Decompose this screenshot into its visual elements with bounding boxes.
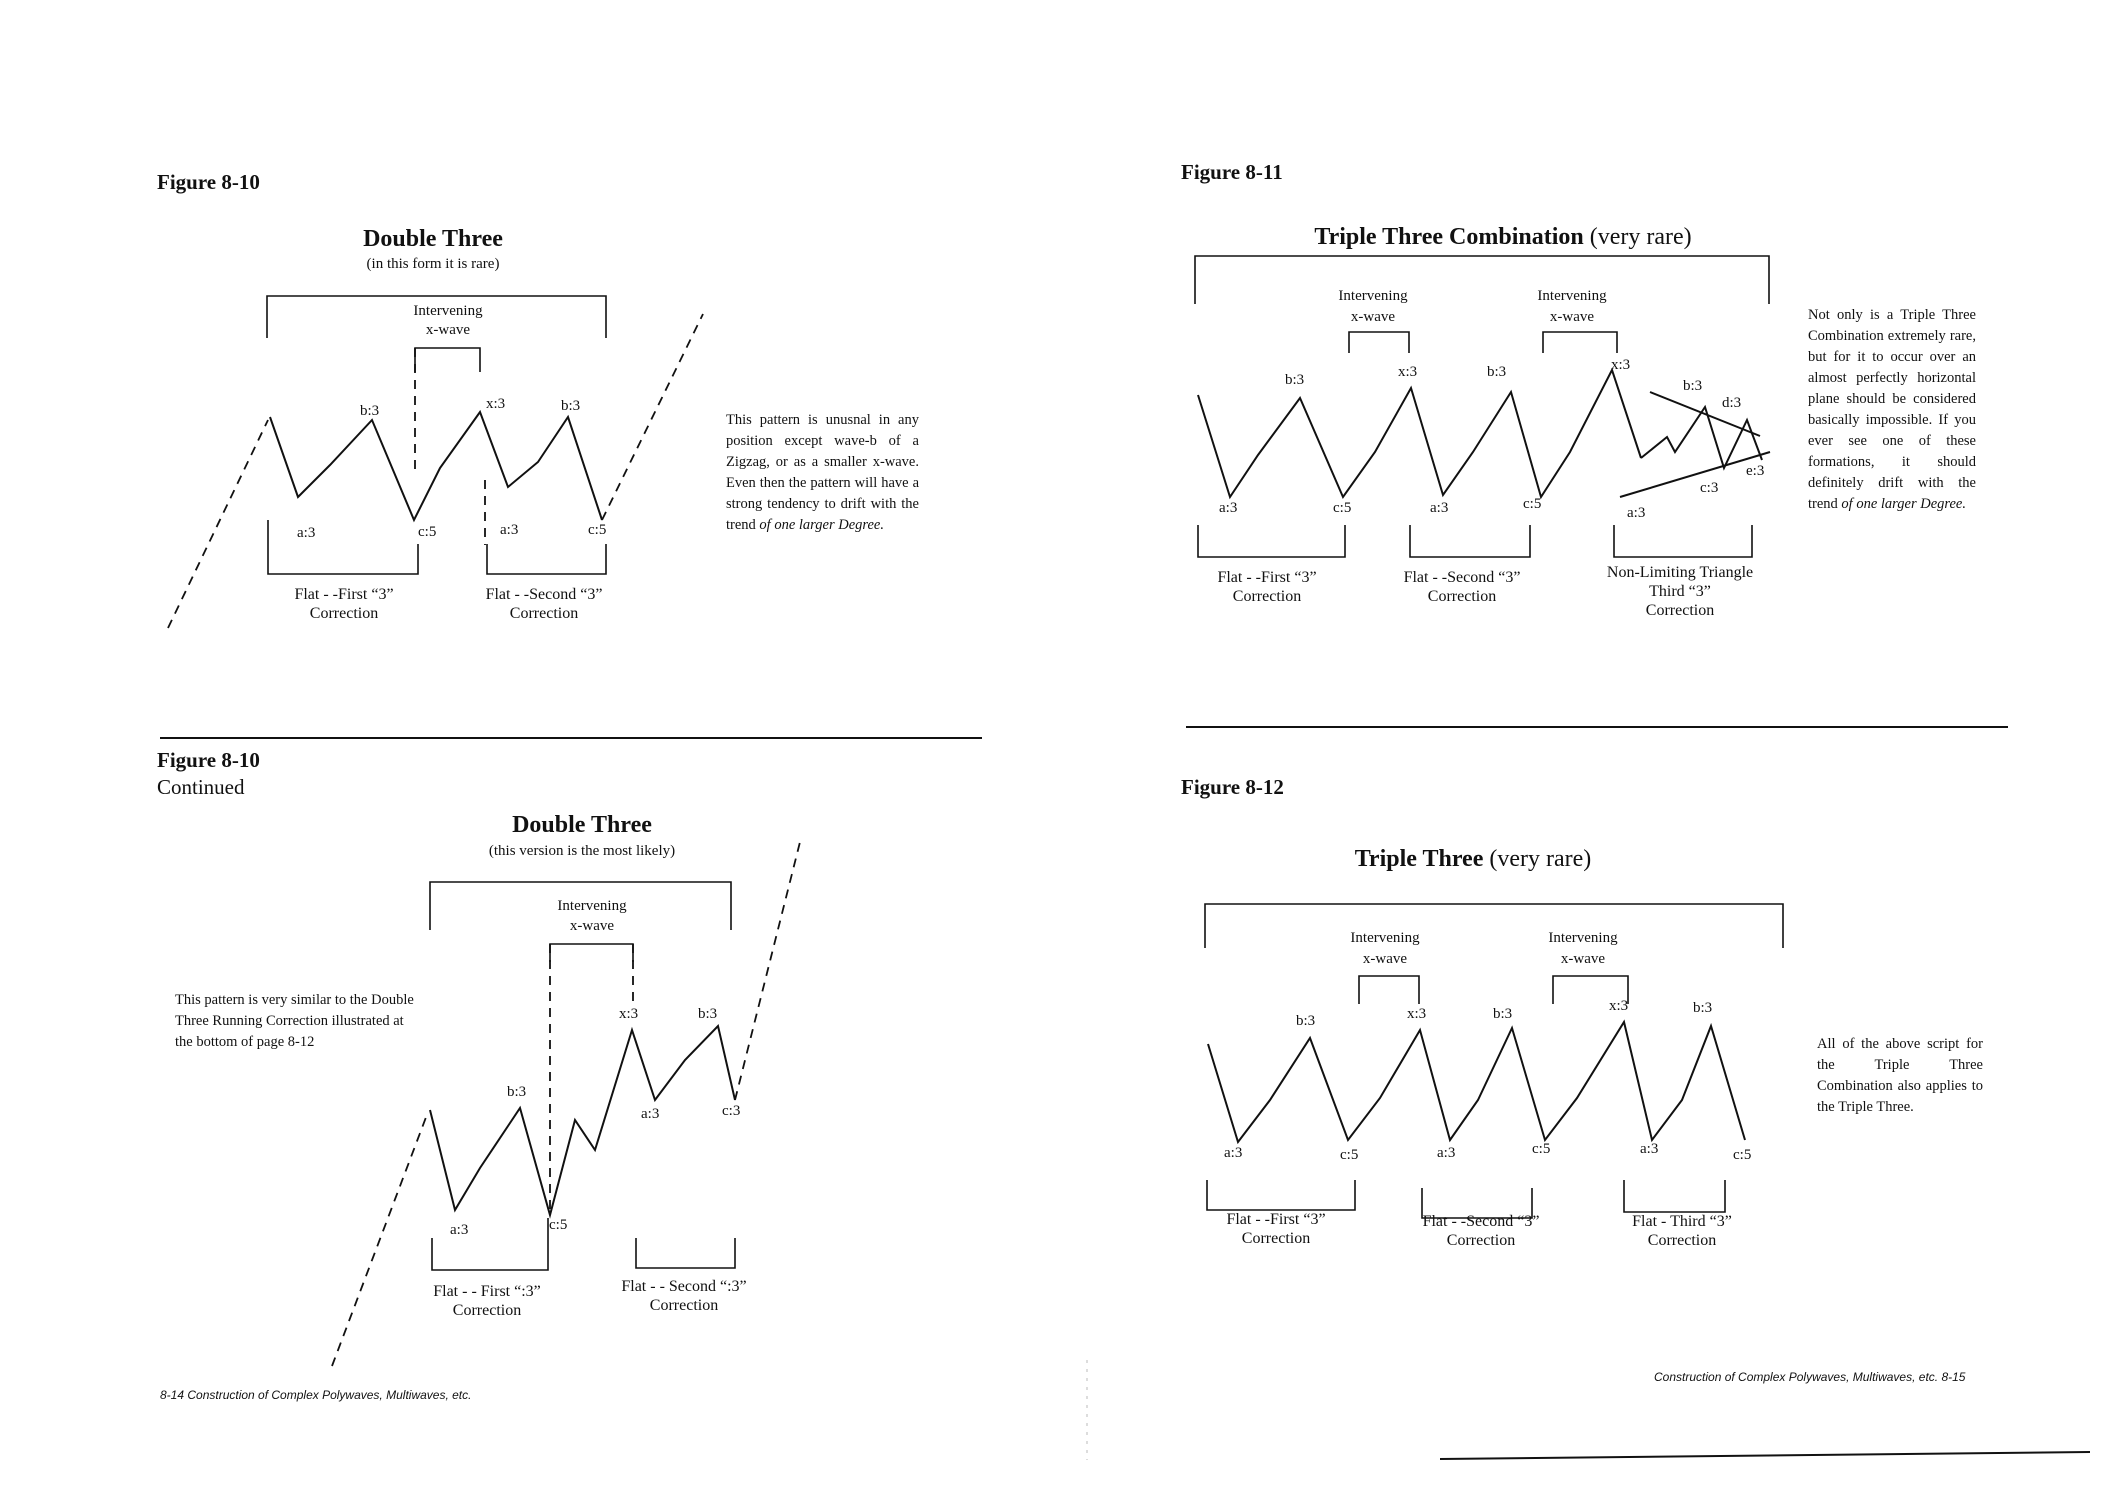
fig811-third-correction: Non-Limiting Triangle Third “3” Correction	[1606, 564, 1754, 620]
fig811-top-bracket	[1195, 256, 1769, 304]
fig811-title	[1314, 224, 1691, 252]
fig811-wave-label-c2: c:5	[1523, 496, 1542, 512]
fig810-first-bracket	[268, 520, 418, 574]
fig812-wave-label-c2: c:5	[1532, 1141, 1551, 1157]
fig810-second-correction: Flat - -Second “3” Correction	[485, 586, 603, 623]
fig812-x-bracket-1	[1359, 976, 1419, 1004]
fig811-wave-label-c1: c:5	[1333, 500, 1352, 516]
fig810-wave-label-c2: c:5	[588, 522, 607, 538]
fig812-wave-label-a3: a:3	[1640, 1141, 1659, 1157]
fig811-title-bold: Triple Three Combination	[1314, 224, 1584, 250]
fig811-wave-label-x1: x:3	[1398, 364, 1418, 380]
fig811-first-bracket	[1198, 525, 1345, 557]
fig810c-wave-label-c1: c:5	[549, 1217, 568, 1233]
fig810c-x-bracket	[550, 944, 633, 962]
right-page-footer-rule	[1440, 1452, 2090, 1459]
fig812-wave-label-b3: b:3	[1693, 1000, 1713, 1016]
fig810c-entry-dashed	[332, 1112, 428, 1366]
fig812-intervening-1-l2: x-wave	[1362, 951, 1408, 967]
fig810c-sublabel: Continued	[157, 775, 245, 799]
fig811-wave	[1198, 370, 1641, 497]
fig812-wave-label-b2: b:3	[1493, 1006, 1513, 1022]
fig810-exit-dashed	[602, 314, 703, 520]
fig810-label: Figure 8-10	[157, 170, 260, 194]
fig812-top-bracket	[1205, 904, 1783, 948]
fig810-entry-dashed	[168, 420, 268, 628]
fig810c-subtitle: (this version is the most likely)	[488, 843, 676, 859]
fig810c-wave-label-c2: c:3	[722, 1103, 741, 1119]
left-page-footer: 8-14 Construction of Complex Polywaves, Multiwaves, etc.	[160, 1388, 472, 1402]
fig812-wave-label-c3: c:5	[1733, 1147, 1752, 1163]
fig810-wave-label-b1: b:3	[360, 403, 380, 419]
fig812-label: Figure 8-12	[1181, 775, 1284, 799]
fig810c-label: Figure 8-10	[157, 748, 260, 772]
fig812-wave-label-b1: b:3	[1296, 1013, 1316, 1029]
fig811-third-bracket	[1614, 525, 1752, 557]
fig812-wave-label-a1: a:3	[1224, 1145, 1243, 1161]
fig810-x-bracket	[415, 348, 480, 372]
fig810c-wave-label-x: x:3	[619, 1006, 639, 1022]
fig811-first-correction: Flat - -First “3” Correction	[1217, 569, 1317, 606]
fig811-triangle-upper-line	[1650, 392, 1760, 436]
fig812-first-correction: Flat - -First “3” Correction	[1226, 1211, 1326, 1248]
fig812-third-bracket	[1624, 1180, 1725, 1212]
figure-8-12-diagram	[1205, 904, 1783, 1218]
fig812-second-correction: Flat - -Second “3” Correction	[1422, 1213, 1540, 1250]
fig810c-description: This pattern is very similar to the Double Three Running Correction illustrated at the bottom of page 8-12	[175, 992, 414, 1050]
fig812-description: All of the above script for the Triple Three Combination also applies to the Triple Three.	[1817, 1036, 1983, 1115]
fig810-first-correction: Flat - -First “3” Correction	[294, 586, 394, 623]
fig811-wave-label-b2: b:3	[1487, 364, 1507, 380]
fig811-wave-label-x2: x:3	[1611, 357, 1631, 373]
fig812-title-rest: (very rare)	[1489, 846, 1592, 872]
fig810-second-bracket	[487, 544, 606, 574]
fig810-wave-label-x: x:3	[486, 396, 506, 412]
fig811-second-bracket	[1410, 525, 1530, 557]
fig811-intervening-1-l1: Intervening	[1338, 288, 1408, 304]
fig812-title	[1355, 846, 1592, 874]
fig811-wave-label-b1: b:3	[1285, 372, 1305, 388]
fig810c-wave	[430, 1026, 735, 1215]
fig810c-second-correction: Flat - - Second “:3” Correction	[621, 1278, 747, 1315]
fig811-wave-label-a1: a:3	[1219, 500, 1238, 516]
fig811-wave-label-a3: a:3	[1627, 505, 1646, 521]
fig811-wave-label-c3: c:3	[1700, 480, 1719, 496]
fig811-intervening-2-l1: Intervening	[1537, 288, 1607, 304]
figure-8-10-diagram	[168, 296, 703, 628]
fig810-wave-label-a1: a:3	[297, 525, 316, 541]
fig811-wave-label-a2: a:3	[1430, 500, 1449, 516]
fig812-title-bold: Triple Three	[1354, 846, 1484, 872]
fig811-description-text: Not only is a Triple Three Combination extremely rare, but for it to occur over an almost perfectly horizontal plane should be considered basically impossible. If you ever see one of these formations, it should definitely drift with the trend	[1808, 307, 1976, 512]
fig810-wave-label-c1: c:5	[418, 524, 437, 540]
fig810c-intervening-l1: Intervening	[557, 898, 627, 914]
fig811-description	[1808, 305, 1976, 515]
fig812-wave-label-c1: c:5	[1340, 1147, 1359, 1163]
fig811-description-emphasis: of one larger Degree.	[1841, 496, 1966, 512]
fig810-wave	[270, 412, 602, 520]
fig810-title: Double Three	[363, 226, 503, 252]
fig811-second-correction: Flat - -Second “3” Correction	[1403, 569, 1521, 606]
fig811-x-bracket-2	[1543, 332, 1617, 353]
fig811-wave-label-b3: b:3	[1683, 378, 1703, 394]
fig812-first-bracket	[1207, 1180, 1355, 1210]
fig811-intervening-1-l2: x-wave	[1350, 309, 1396, 325]
fig810-subtitle: (in this form it is rare)	[366, 256, 500, 272]
fig810c-wave-label-b1: b:3	[507, 1084, 527, 1100]
fig810c-second-bracket	[636, 1238, 735, 1268]
fig810-intervening-l1: Intervening	[413, 303, 483, 319]
fig812-wave-label-a2: a:3	[1437, 1145, 1456, 1161]
fig810-description	[726, 410, 919, 536]
fig812-intervening-2-l2: x-wave	[1560, 951, 1606, 967]
fig811-title-rest: (very rare)	[1589, 224, 1692, 250]
fig811-label: Figure 8-11	[1181, 160, 1283, 184]
fig811-wave-label-e3: e:3	[1746, 463, 1765, 479]
fig810-description-text: This pattern is unusnal in any position except wave-b of a Zigzag, or as a smaller x-wave. Even then the pattern will have a strong tendency to drift with the trend	[726, 412, 919, 533]
fig810-description-emphasis: of one larger Degree.	[759, 517, 884, 533]
fig810c-wave-label-a2: a:3	[641, 1106, 660, 1122]
fig810-intervening-l2: x-wave	[425, 322, 471, 338]
fig810c-first-correction: Flat - - First “:3” Correction	[433, 1283, 541, 1320]
fig810c-wave-label-b2: b:3	[698, 1006, 718, 1022]
fig812-intervening-2-l1: Intervening	[1548, 930, 1618, 946]
fig812-intervening-1-l1: Intervening	[1350, 930, 1420, 946]
fig810c-wave-label-a1: a:3	[450, 1222, 469, 1238]
fig811-x-bracket-1	[1349, 332, 1409, 353]
fig812-third-correction: Flat - Third “3” Correction	[1632, 1213, 1732, 1250]
fig810-wave-label-a2: a:3	[500, 522, 519, 538]
fig810c-title: Double Three	[512, 812, 652, 838]
fig812-wave-label-x1: x:3	[1407, 1006, 1427, 1022]
fig810c-intervening-l2: x-wave	[569, 918, 615, 934]
fig810c-exit-dashed	[735, 842, 800, 1100]
fig812-wave	[1208, 1022, 1745, 1142]
fig812-wave-label-x2: x:3	[1609, 998, 1629, 1014]
fig811-intervening-2-l2: x-wave	[1549, 309, 1595, 325]
right-page-footer: Construction of Complex Polywaves, Multiwaves, etc. 8-15	[1654, 1370, 1966, 1384]
figure-8-11-diagram	[1195, 256, 1770, 557]
fig811-wave-label-d3: d:3	[1722, 395, 1742, 411]
fig810-wave-label-b2: b:3	[561, 398, 581, 414]
